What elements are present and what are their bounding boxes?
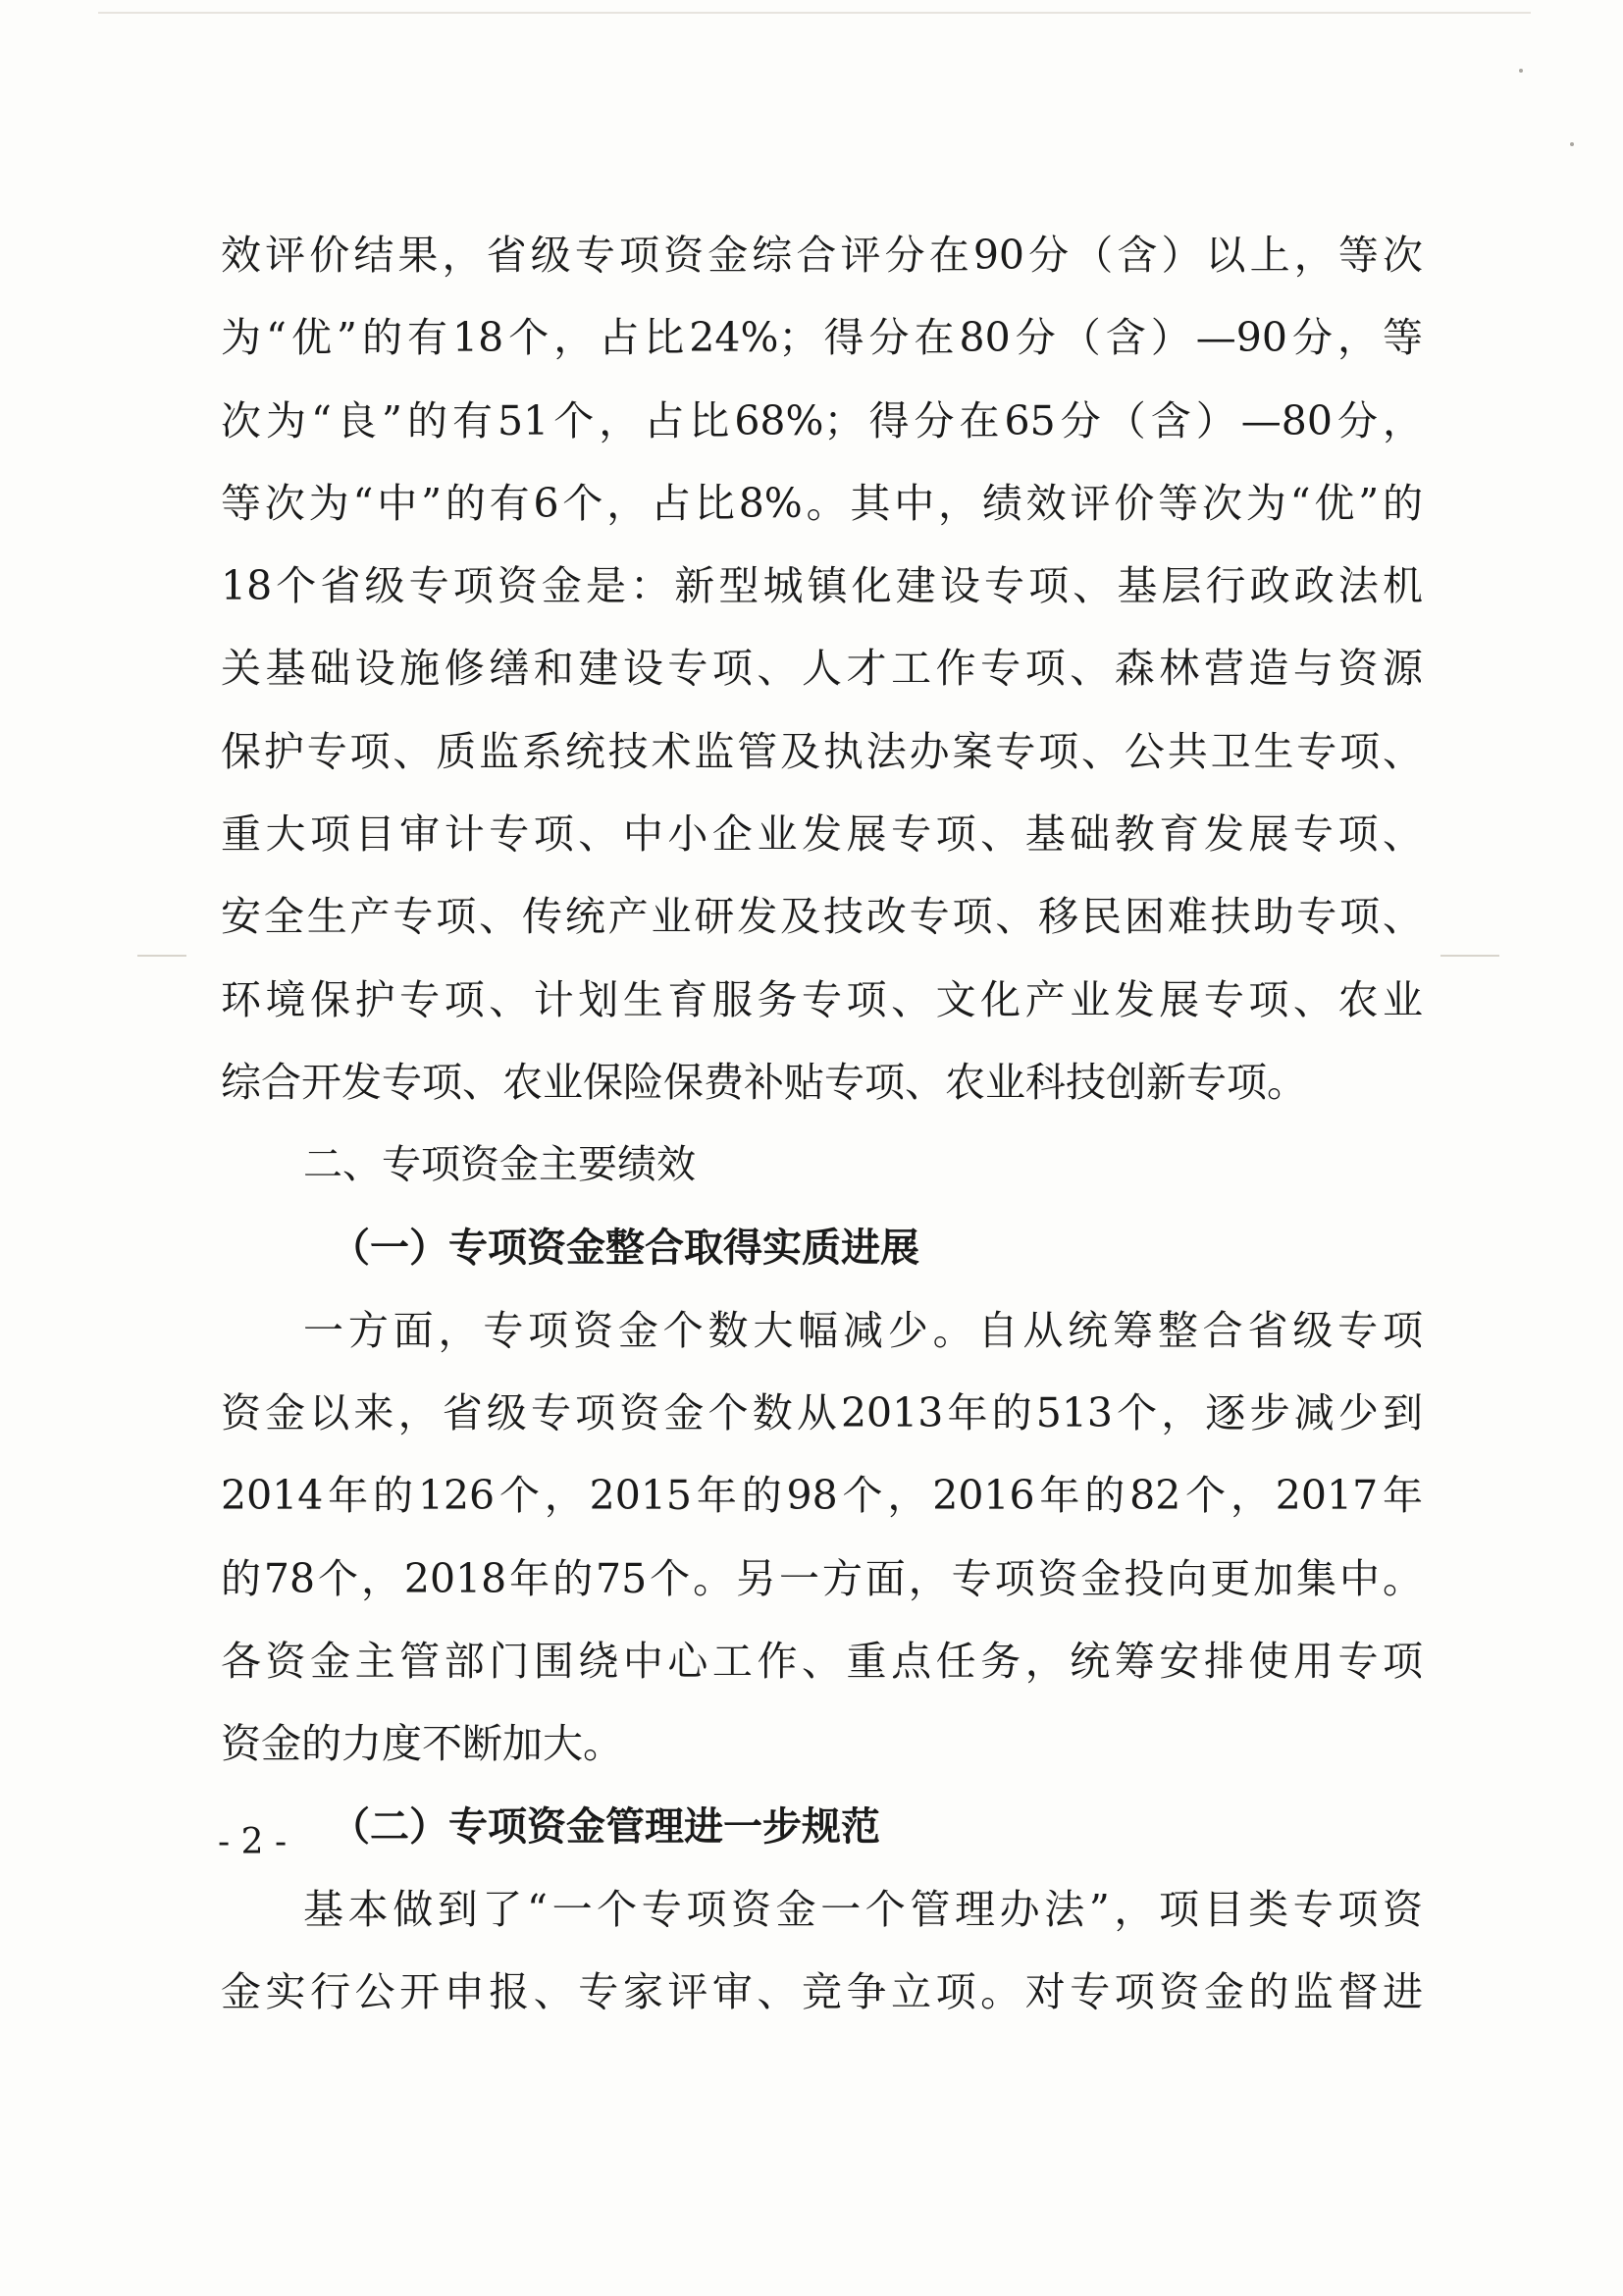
text-line: 效评价结果，省级专项资金综合评分在90分（含）以上，等次 [221,232,1423,279]
text-line: 资金以来，省级专项资金个数从2013年的513个，逐步减少到 [221,1389,1423,1437]
text-line: 安全生产专项、传统产业研发及技改专项、移民困难扶助专项、 [221,893,1423,941]
text-line: 关基础设施修缮和建设专项、人才工作专项、森林营造与资源 [221,645,1423,693]
section-heading: 二、专项资金主要绩效 [303,1142,696,1188]
text-line: 为“优”的有18个，占比24%；得分在80分（含）—90分，等 [221,314,1423,362]
subsection-2-paragraph [221,1868,1423,2034]
subsection-1-paragraph [221,1289,1423,1786]
page-number: - 2 - [218,1822,288,1862]
text-line: 一方面，专项资金个数大幅减少。自从统筹整合省级专项 [303,1306,1423,1354]
intro-paragraph [221,214,1423,1123]
text-line: 次为“良”的有51个，占比68%；得分在65分（含）—80分， [221,396,1423,444]
subsection-heading-2: （二）专项资金管理进一步规范 [331,1802,880,1850]
text-line: 等次为“中”的有6个，占比8%。其中，绩效评价等次为“优”的 [221,479,1423,527]
scan-dust-dot [1570,142,1574,146]
document-body [221,214,1423,2034]
text-line: 综合开发专项、农业保险保费补贴专项、农业科技创新专项。 [221,1058,1307,1106]
text-line: 金实行公开申报、专家评审、竞争立项。对专项资金的监督进 [221,1968,1423,2016]
text-line: 2014年的126个，2015年的98个，2016年的82个，2017年 [221,1472,1423,1520]
text-line: 的78个，2018年的75个。另一方面，专项资金投向更加集中。 [221,1554,1423,1602]
text-line: 保护专项、质监系统技术监管及执法办案专项、公共卫生专项、 [221,727,1423,775]
scan-edge-line [98,12,1531,14]
text-line: 环境保护专项、计划生育服务专项、文化产业发展专项、农业 [221,975,1423,1023]
scan-dust-dot [1519,69,1523,73]
subsection-heading-1: （一）专项资金整合取得实质进展 [331,1224,919,1271]
text-line: 各资金主管部门围绕中心工作、重点任务，统筹安排使用专项 [221,1638,1423,1686]
text-line: 重大项目审计专项、中小企业发展专项、基础教育发展专项、 [221,810,1423,859]
scan-margin-mark-left [137,955,186,957]
text-line: 18个省级专项资金是：新型城镇化建设专项、基层行政政法机 [221,562,1423,610]
scan-margin-mark-right [1440,955,1499,957]
text-line: 基本做到了“一个专项资金一个管理办法”，项目类专项资 [303,1885,1423,1933]
text-line: 资金的力度不断加大。 [221,1720,623,1768]
